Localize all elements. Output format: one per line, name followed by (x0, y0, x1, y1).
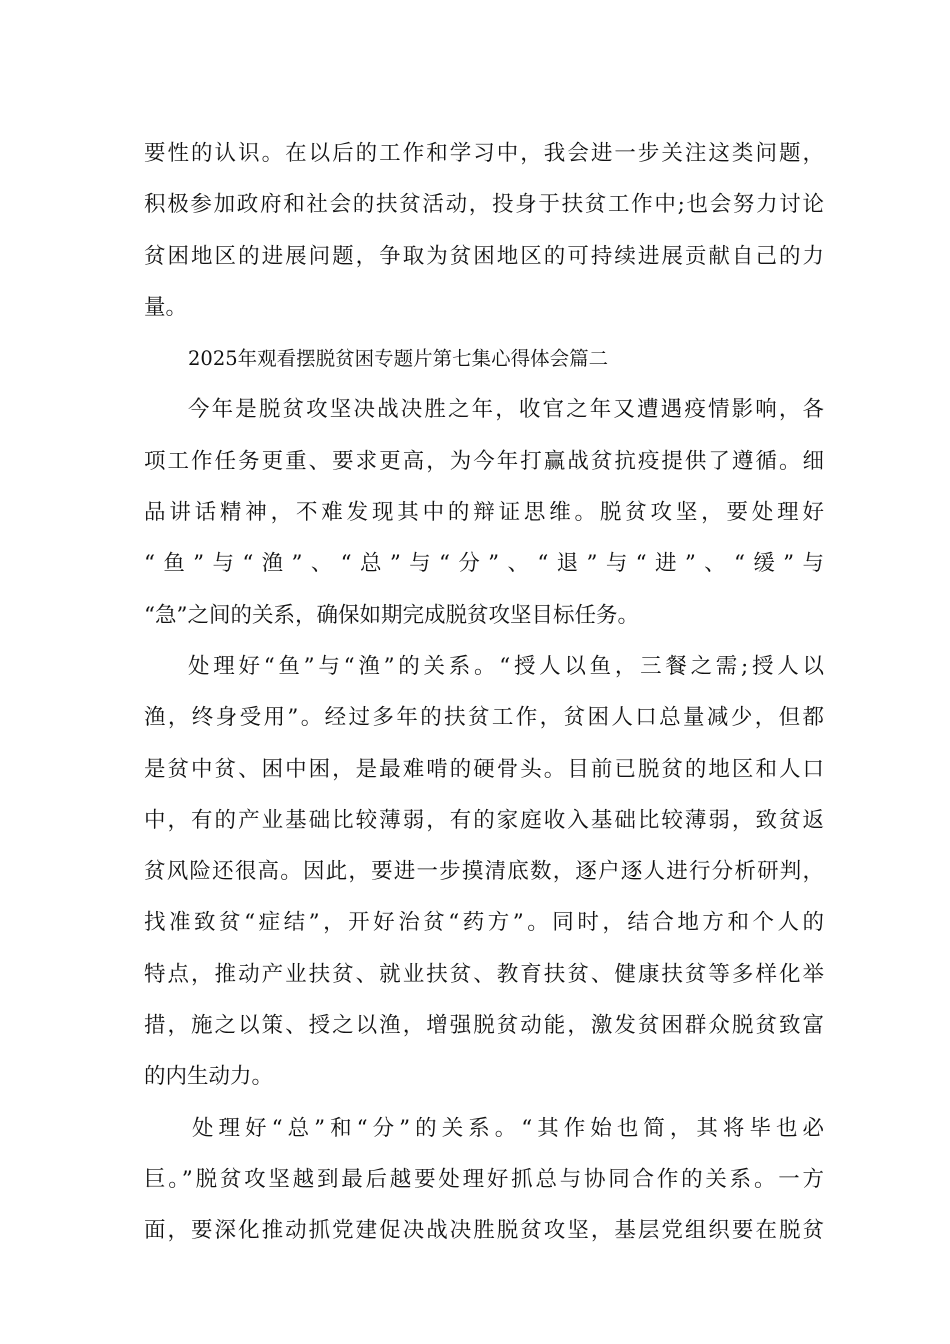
text-line: 的内生动力。 (144, 1064, 274, 1090)
text-line: 中，有的产业基础比较薄弱，有的家庭收入基础比较薄弱，致贫返 (144, 807, 824, 833)
text-line: 量。 (144, 294, 188, 320)
text-line: 要性的认识。在以后的工作和学习中，我会进一步关注这类问题， (144, 141, 824, 166)
text-line: 贫困地区的进展问题，争取为贫困地区的可持续进展贡献自己的力 (144, 243, 824, 269)
text-line: “急”之间的关系，确保如期完成脱贫攻坚目标任务。 (144, 602, 639, 628)
text-line: 贫风险还很高。因此，要进一步摸清底数，逐户逐人进行分析研判， (144, 859, 824, 885)
text-line: 今年是脱贫攻坚决战决胜之年，收官之年又遭遇疫情影响，各 (188, 397, 824, 423)
text-line: 找准致贫“症结”，开好治贫“药方”。同时，结合地方和个人的 (144, 910, 824, 936)
text-line: 项工作任务更重、要求更高，为今年打赢战贫抗疫提供了遵循。细 (144, 448, 824, 474)
text-line: 巨。”脱贫攻坚越到最后越要处理好抓总与协同合作的关系。一方 (144, 1166, 824, 1192)
text-line: 积极参加政府和社会的扶贫活动，投身于扶贫工作中;也会努力讨论 (144, 192, 824, 218)
text-line: “鱼”与“渔”、“总”与“分”、“退”与“进”、“缓”与 (144, 551, 824, 577)
text-line: 特点，推动产业扶贫、就业扶贫、教育扶贫、健康扶贫等多样化举 (144, 961, 824, 987)
text-line: 处理好“鱼”与“渔”的关系。“授人以鱼，三餐之需;授人以 (188, 653, 824, 679)
document-body (144, 128, 824, 1257)
text-line: 面，要深化推动抓党建促决战决胜脱贫攻坚，基层党组织要在脱贫 (144, 1218, 824, 1244)
text-line: 品讲话精神，不难发现其中的辩证思维。脱贫攻坚，要处理好 (144, 500, 824, 526)
text-line: 处理好“总”和“分”的关系。“其作始也简，其将毕也必 (192, 1115, 824, 1141)
text-line: 措，施之以策、授之以渔，增强脱贫动能，激发贫困群众脱贫致富 (144, 1013, 824, 1039)
text-line: 是贫中贫、困中困，是最难啃的硬骨头。目前已脱贫的地区和人口 (144, 756, 824, 782)
section-title: 2025年观看摆脱贫困专题片第七集心得体会篇二 (188, 347, 609, 371)
text-line: 渔，终身受用”。经过多年的扶贫工作，贫困人口总量减少，但都 (144, 705, 824, 731)
